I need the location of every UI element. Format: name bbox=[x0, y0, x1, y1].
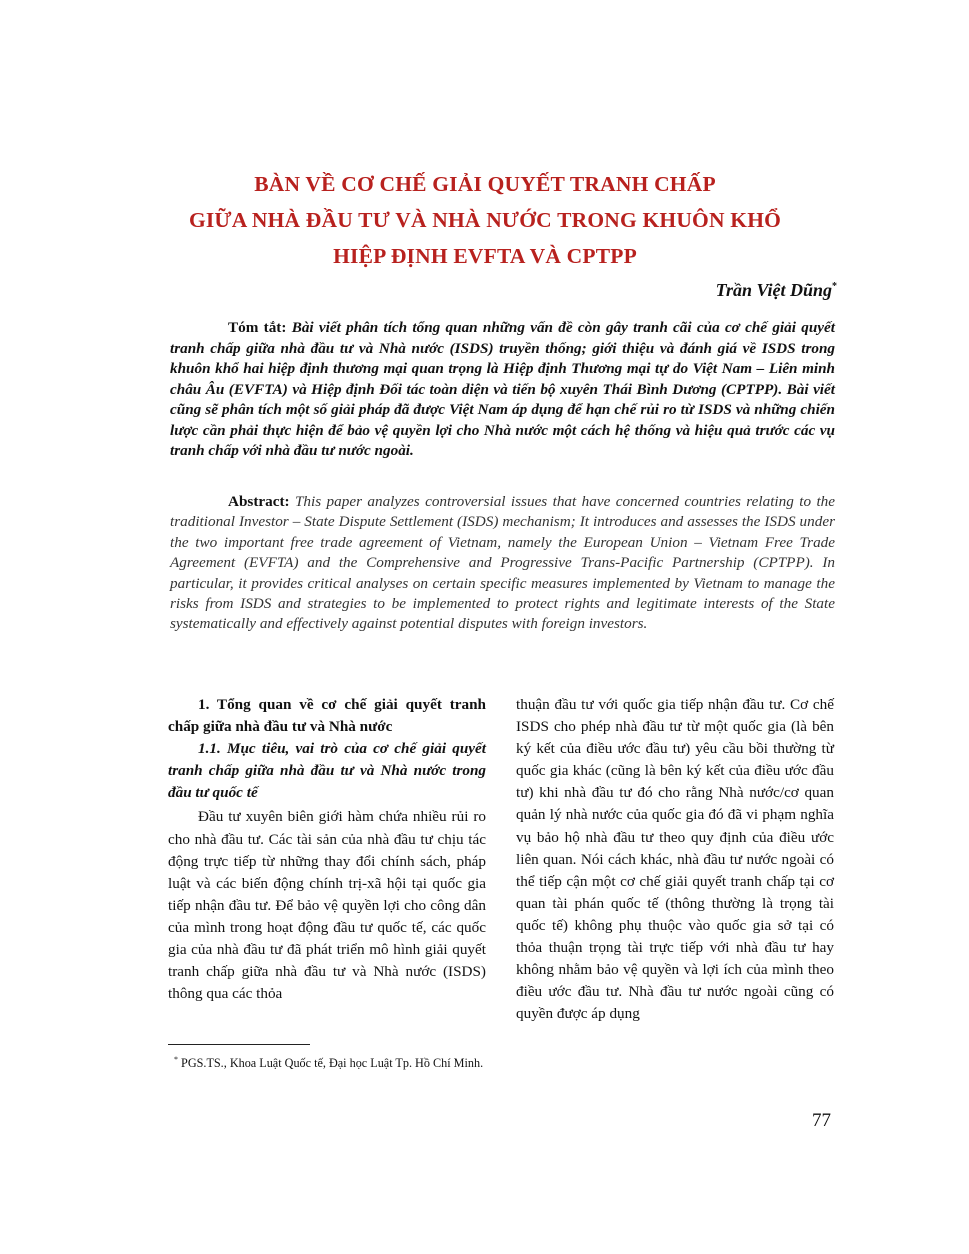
section-heading: 1. Tổng quan về cơ chế giải quyết tranh chấp giữa nhà đầu tư và Nhà nước bbox=[168, 696, 486, 736]
english-abstract bbox=[170, 492, 835, 635]
abstract-label: Abstract: bbox=[228, 493, 290, 510]
title-line-3: HIỆP ĐỊNH EVFTA VÀ CPTPP bbox=[333, 244, 637, 268]
abstract-text: This paper analyzes controversial issues that have concerned countries relating to the traditional Investor – State Dispute Settlement (ISDS) mechanism; It introduces and assesses the ISDS under the two important free trade agreement of Vietnam, namely the European Union – Vietnam Free Trade Agreement (EVFTA) and the Comprehensive and Progressive Trans-Pacific Partnership (CPTPP). In particular, it provides critical analyses on certain specific measures implemented by Vietnam to manage the risks from ISDS and strategies to be implemented to protect rights and legitimate interests of the State systematically and effectively against potential disputes with foreign investors. bbox=[170, 493, 836, 633]
summary-text: Bài viết phân tích tổng quan những vấn đề còn gây tranh cãi của cơ chế giải quyết tranh chấp giữa nhà đầu tư và Nhà nước (ISDS) truyền thống; giới thiệu và đánh giá về ISDS trong khuôn khổ hai hiệp định thương mại quan trọng là Hiệp định Thương mại tự do Việt Nam – Liên minh châu Âu (EVFTA) và Hiệp định Đối tác toàn diện và tiến bộ xuyên Thái Bình Dương (CPTPP). Bài viết cũng sẽ phân tích một số giải pháp đã được Việt Nam áp dụng để hạn chế rủi ro từ ISDS và những chiến lược cần phải thực hiện để bảo vệ quyền lợi cho Nhà nước một cách hệ thống và hiệu quả trước các vụ tranh chấp với nhà đầu tư nước ngoài. bbox=[170, 319, 835, 459]
body-paragraph-left: Đầu tư xuyên biên giới hàm chứa nhiều rủi ro cho nhà đầu tư. Các tài sản của nhà đầu tư chịu tác động trực tiếp từ những thay đổi chính sách, pháp luật và các biến động chính trị-xã hội tại quốc gia tiếp nhận đầu tư. Để bảo vệ quyền lợi cho công dân của mình trong hoạt động đầu tư quốc tế, các quốc gia của nhà đầu tư đã phát triển mô hình giải quyết tranh chấp giữa nhà đầu tư và Nhà nước (ISDS) thông qua các thỏa bbox=[168, 808, 486, 1003]
subsection-heading: 1.1. Mục tiêu, vai trò của cơ chế giải quyết tranh chấp giữa nhà đầu tư và Nhà nước trong đầu tư quốc tế bbox=[168, 740, 486, 802]
left-column bbox=[168, 694, 486, 1005]
title-line-1: BÀN VỀ CƠ CHẾ GIẢI QUYẾT TRANH CHẤP bbox=[254, 172, 716, 196]
footnote-divider bbox=[168, 1044, 310, 1045]
footnote-mark: * bbox=[174, 1055, 178, 1064]
footnote-text: PGS.TS., Khoa Luật Quốc tế, Đại học Luật Tp. Hồ Chí Minh. bbox=[181, 1056, 484, 1071]
title-line-2: GIỮA NHÀ ĐẦU TƯ VÀ NHÀ NƯỚC TRONG KHUÔN KHỔ bbox=[188, 208, 782, 232]
footnote bbox=[168, 1050, 486, 1073]
article-title bbox=[140, 166, 830, 274]
body-paragraph-right: thuận đầu tư với quốc gia tiếp nhận đầu tư. Cơ chế ISDS cho phép nhà đầu tư từ một quốc gia (là bên ký kết của điều ước đầu tư) yêu cầu bồi thường từ quốc gia khác (cũng là bên ký kết của điều ước đầu tư) khi nhà đầu tư đó cho rằng Nhà nước/cơ quan quản lý nhà nước của quốc gia đó đã vi phạm nghĩa vụ bảo hộ nhà đầu tư theo quy định của điều ước liên quan. Nói cách khác, nhà đầu tư nước ngoài có thể tiếp cận một cơ chế giải quyết tranh chấp tại cơ quan tài phán quốc tế (thông thường là trọng tài quốc tế) không phụ thuộc vào quốc gia sở tại có thỏa thuận trọng tài trực tiếp với nhà đầu tư hay không nhằm bảo vệ quyền và lợi ích của mình theo điều ước đầu tư. Nhà đầu tư nước ngoài cũng có quyền được áp dụng bbox=[516, 696, 834, 1023]
author-name: Trần Việt Dũng bbox=[715, 280, 832, 300]
right-column bbox=[516, 694, 834, 1025]
author-footnote-mark: * bbox=[832, 281, 837, 292]
summary-label: Tóm tắt: bbox=[228, 319, 287, 336]
vietnamese-summary bbox=[170, 318, 835, 462]
author-byline bbox=[716, 280, 837, 301]
page-number: 77 bbox=[812, 1110, 831, 1131]
